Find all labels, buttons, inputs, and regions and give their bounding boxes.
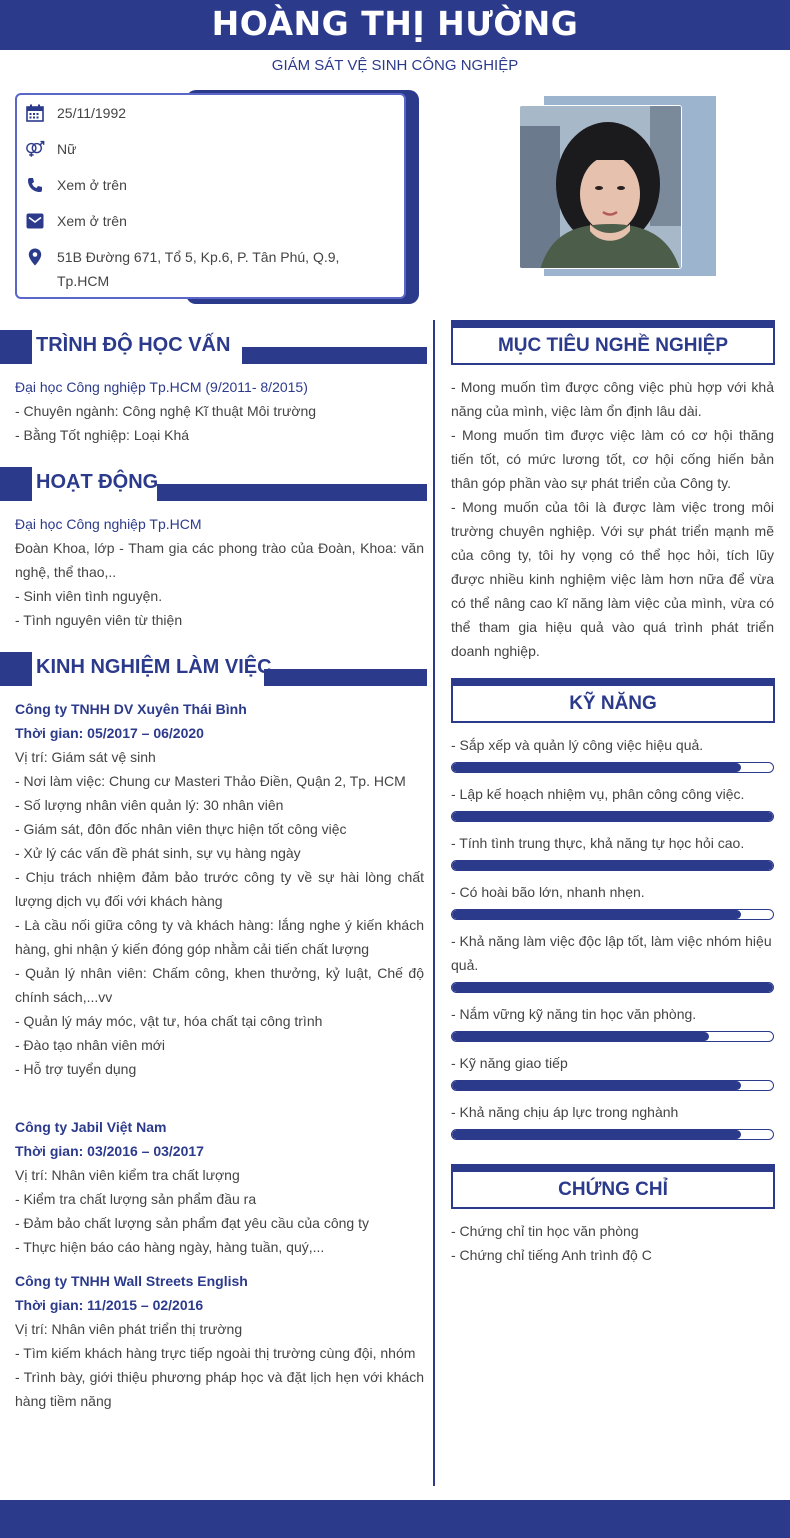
phone-icon xyxy=(25,175,45,195)
skill-item xyxy=(451,831,774,855)
birthday-row xyxy=(25,103,126,125)
gender-icon xyxy=(25,139,45,159)
skill-bar-track xyxy=(451,1129,774,1140)
education-line: - Chuyên ngành: Công nghệ Kĩ thuật Môi trường xyxy=(15,403,317,419)
skills-heading xyxy=(451,678,775,723)
job-entry xyxy=(15,1269,424,1413)
skill-bar-track xyxy=(451,909,774,920)
job-line: - Quản lý máy móc, vật tư, hóa chất tại công trình xyxy=(15,1013,323,1029)
job-line: - Số lượng nhân viên quản lý: 30 nhân viên xyxy=(15,797,284,813)
skill-item xyxy=(451,1002,774,1026)
skill-bar-track xyxy=(451,811,774,822)
heading-rule xyxy=(264,669,427,686)
job-title: GIÁM SÁT VỆ SINH CÔNG NGHIỆP xyxy=(271,57,519,74)
activities-heading xyxy=(0,467,427,501)
objective-content xyxy=(451,375,774,663)
job-period: Thời gian: 05/2017 – 06/2020 xyxy=(15,725,204,741)
skill-bar-track xyxy=(451,1031,774,1042)
skill-bar-fill xyxy=(452,763,741,772)
job-line: - Kiểm tra chất lượng sản phẩm đầu ra xyxy=(15,1191,257,1207)
skill-label: - Tính tình trung thực, khả năng tự học hỏi cao. xyxy=(451,835,745,851)
activities-content xyxy=(15,512,424,632)
birthday-value: 25/11/1992 xyxy=(57,105,127,121)
certificates-heading xyxy=(451,1164,775,1209)
job-company: Công ty Jabil Việt Nam xyxy=(15,1119,167,1135)
objective-heading-text: MỤC TIÊU NGHỀ NGHIỆP xyxy=(451,328,775,365)
job-line: - Trình bày, giới thiệu phương pháp học và đặt lịch hẹn với khách hàng tiềm năng xyxy=(15,1369,424,1409)
skills-heading-text: KỸ NĂNG xyxy=(451,686,775,723)
job-line: Vị trí: Nhân viên kiểm tra chất lượng xyxy=(15,1167,240,1183)
education-heading-text: TRÌNH ĐỘ HỌC VẤN xyxy=(36,334,231,356)
job-line: - Quản lý nhân viên: Chấm công, khen thưởng, kỷ luật, Chế độ chính sách,...vv xyxy=(15,965,424,1005)
map-pin-icon xyxy=(25,247,45,267)
certificate-item: - Chứng chỉ tiếng Anh trình độ C xyxy=(451,1247,652,1263)
job-line: Vị trí: Nhân viên phát triển thị trường xyxy=(15,1321,243,1337)
address-value xyxy=(57,245,339,293)
activities-heading-text: HOẠT ĐỘNG xyxy=(36,471,159,493)
job-line: - Giám sát, đôn đốc nhân viên thực hiện tốt công việc xyxy=(15,821,347,837)
heading-accent xyxy=(0,330,32,364)
envelope-icon xyxy=(25,211,45,231)
gender-row xyxy=(25,139,76,161)
certificate-item: - Chứng chỉ tin học văn phòng xyxy=(451,1223,639,1239)
heading-rule xyxy=(157,484,427,501)
job-line: - Nơi làm việc: Chung cư Masteri Thảo Điền, Quận 2, Tp. HCM xyxy=(15,773,406,789)
skill-item xyxy=(451,929,774,977)
skill-bar-track xyxy=(451,762,774,773)
job-period: Thời gian: 11/2015 – 02/2016 xyxy=(15,1297,204,1313)
objective-line: - Mong muốn của tôi là được làm việc trong môi trường chuyên nghiệp. Với sự phát triển mạnh mẽ của công ty, tôi hy vọng có thể học hỏi, tích lũy được nhiều kinh nghiệm việc làm hơn nữa để vừa có thể nâng cao kĩ năng làm việc của mình, vừa có thể tham gia hiệu quả vào quá trình phát triển doanh nghiệp. xyxy=(451,499,774,659)
skill-bar-fill xyxy=(452,910,741,919)
skill-bar-track xyxy=(451,982,774,993)
activities-line: - Tình nguyên viên từ thiện xyxy=(15,612,183,628)
skill-bar-fill xyxy=(452,1130,741,1139)
heading-rule xyxy=(242,347,427,364)
gender-value: Nữ xyxy=(57,141,77,157)
skill-item xyxy=(451,1100,774,1124)
job-line: - Xử lý các vấn đề phát sinh, sự vụ hàng ngày xyxy=(15,845,301,861)
experience-heading-text: KINH NGHIỆM LÀM VIỆC xyxy=(36,656,272,678)
experience-heading xyxy=(0,652,427,686)
calendar-icon xyxy=(25,103,45,123)
heading-top-bar xyxy=(451,678,775,686)
skill-item xyxy=(451,1051,774,1075)
job-company: Công ty TNHH Wall Streets English xyxy=(15,1273,248,1289)
education-heading xyxy=(0,330,427,364)
email-row xyxy=(25,211,127,233)
skill-bar-fill xyxy=(452,983,773,992)
heading-accent xyxy=(0,652,32,686)
email-value: Xem ở trên xyxy=(57,213,127,229)
objective-line: - Mong muốn tìm được công việc phù hợp với khả năng của mình, việc làm ổn định lâu dài. xyxy=(451,379,774,419)
job-line: Vị trí: Giám sát vệ sinh xyxy=(15,749,156,765)
job-line: - Là cầu nối giữa công ty và khách hàng: lắng nghe ý kiến khách hàng, ghi nhận ý kiến đóng góp nhằm cải tiến chất lượng xyxy=(15,917,424,957)
candidate-name: HOÀNG THỊ HƯỜNG xyxy=(211,4,579,43)
job-entry xyxy=(15,697,424,1081)
job-company: Công ty TNHH DV Xuyên Thái Bình xyxy=(15,701,247,717)
skill-bar-fill xyxy=(452,861,773,870)
activities-line: Đoàn Khoa, lớp - Tham gia các phong trào của Đoàn, Khoa: văn nghệ, thể thao,.. xyxy=(15,540,424,580)
skill-bar-track xyxy=(451,1080,774,1091)
phone-value: Xem ở trên xyxy=(57,177,127,193)
skill-label: - Nắm vững kỹ năng tin học văn phòng. xyxy=(451,1006,697,1022)
job-line: - Đào tạo nhân viên mới xyxy=(15,1037,166,1053)
education-school: Đại học Công nghiệp Tp.HCM (9/2011- 8/2015) xyxy=(15,379,308,395)
skill-item xyxy=(451,733,774,757)
skill-bar-fill xyxy=(452,1081,741,1090)
heading-top-bar xyxy=(451,320,775,328)
job-period: Thời gian: 03/2016 – 03/2017 xyxy=(15,1143,204,1159)
skill-bar-track xyxy=(451,860,774,871)
skill-label: - Sắp xếp và quản lý công việc hiệu quả. xyxy=(451,737,704,753)
address-line-1: 51B Đường 671, Tổ 5, Kp.6, P. Tân Phú, Q.9, xyxy=(57,249,340,265)
column-divider xyxy=(433,320,435,1486)
objective-line: - Mong muốn tìm được việc làm có cơ hội thăng tiến tốt, có mức lương tốt, cơ hội cống hiến bản thân góp phần vào sự phát triển của Công ty. xyxy=(451,427,774,491)
job-entry xyxy=(15,1115,424,1259)
job-line: - Tìm kiếm khách hàng trực tiếp ngoài thị trường cùng đội, nhóm xyxy=(15,1345,416,1361)
footer-band xyxy=(0,1500,790,1538)
skill-label: - Lập kế hoạch nhiệm vụ, phân công công việc. xyxy=(451,786,745,802)
address-row xyxy=(25,247,339,293)
skill-label: - Có hoài bão lớn, nhanh nhẹn. xyxy=(451,884,645,900)
skill-item xyxy=(451,782,774,806)
contact-info-card xyxy=(15,93,406,299)
activities-org: Đại học Công nghiệp Tp.HCM xyxy=(15,516,202,532)
objective-heading xyxy=(451,320,775,365)
skill-label: - Khả năng làm việc độc lập tốt, làm việc nhóm hiệu quả. xyxy=(451,933,772,973)
profile-photo xyxy=(519,105,682,269)
skill-label: - Khả năng chịu áp lực trong nghành xyxy=(451,1104,679,1120)
education-content xyxy=(15,375,424,447)
certificates-heading-text: CHỨNG CHỈ xyxy=(451,1172,775,1209)
skill-bar-fill xyxy=(452,812,773,821)
activities-line: - Sinh viên tình nguyện. xyxy=(15,588,163,604)
job-line: - Chịu trách nhiệm đảm bảo trước công ty về sự hài lòng chất lượng dịch vụ đối với khách hàng xyxy=(15,869,424,909)
job-line: - Thực hiện báo cáo hàng ngày, hàng tuần, quý,... xyxy=(15,1239,325,1255)
skill-bar-fill xyxy=(452,1032,709,1041)
phone-row xyxy=(25,175,127,197)
heading-accent xyxy=(0,467,32,501)
certificates-content xyxy=(451,1219,774,1267)
skill-item xyxy=(451,880,774,904)
job-line: - Hỗ trợ tuyển dụng xyxy=(15,1061,137,1077)
job-line: - Đảm bảo chất lượng sản phẩm đạt yêu cầu của công ty xyxy=(15,1215,369,1231)
heading-top-bar xyxy=(451,1164,775,1172)
education-line: - Bằng Tốt nghiệp: Loại Khá xyxy=(15,427,190,443)
address-line-2: Tp.HCM xyxy=(57,273,110,289)
skill-label: - Kỹ năng giao tiếp xyxy=(451,1055,568,1071)
